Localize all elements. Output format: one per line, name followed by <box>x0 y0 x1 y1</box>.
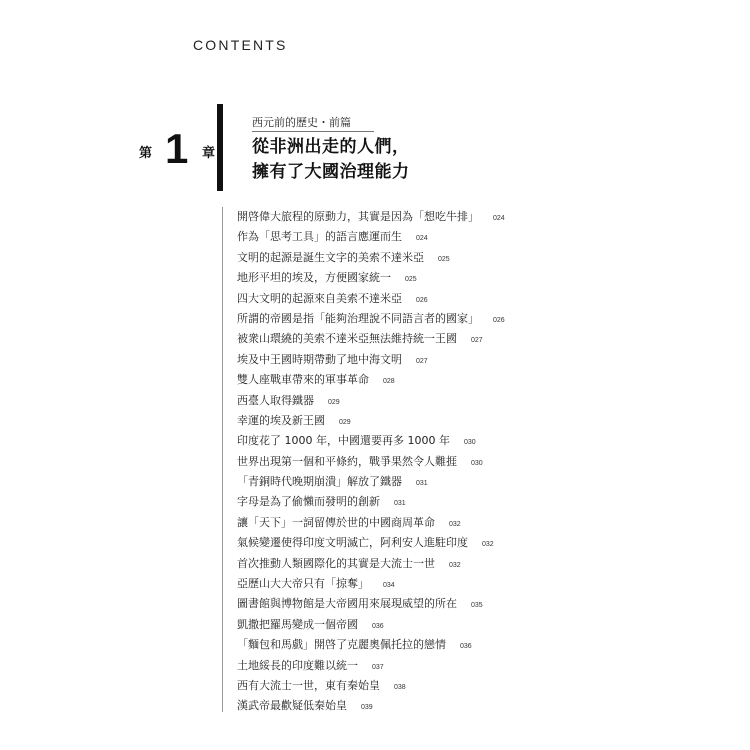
toc-entry[interactable] <box>237 492 505 512</box>
toc-entry-page: 037 <box>372 663 384 671</box>
toc-entry[interactable] <box>237 350 505 370</box>
toc-entry[interactable] <box>237 227 505 247</box>
toc-entry-title: 印度花了 1000 年，中國還要再多 1000 年 <box>237 434 450 448</box>
chapter-subtitle: 西元前的歷史・前篇 <box>252 116 351 129</box>
toc-vertical-rule <box>222 207 223 712</box>
toc-entry-page: 035 <box>471 602 483 610</box>
chapter-divider-bar <box>217 104 223 191</box>
toc-entry-title: 雙人座戰車帶來的軍事革命 <box>237 373 369 387</box>
toc-entry-title: 西有大流士一世，東有秦始皇 <box>237 678 380 692</box>
toc-entry-page: 030 <box>471 459 483 467</box>
toc-entry-page: 029 <box>328 398 340 406</box>
toc-entry-page: 024 <box>416 235 428 243</box>
toc-entry-page: 039 <box>361 704 373 712</box>
toc-entry-page: 030 <box>463 439 476 447</box>
toc-entry-title: 文明的起源是誕生文字的美索不達米亞 <box>237 250 424 264</box>
toc-entry[interactable] <box>237 533 505 553</box>
toc-entry-page: 031 <box>416 480 428 488</box>
toc-entry-page: 032 <box>482 541 494 549</box>
chapter-suffix: 章 <box>202 146 216 161</box>
toc-entry-title: 幸運的埃及新王國 <box>237 413 325 427</box>
toc-entry[interactable] <box>237 574 505 594</box>
toc-entry[interactable] <box>237 676 505 696</box>
toc-entry-page: 028 <box>383 378 395 386</box>
toc-entry[interactable] <box>237 248 505 268</box>
toc-entry[interactable] <box>237 268 505 288</box>
toc-entry-title: 世界出現第一個和平條約，戰爭果然令人難捱 <box>237 454 457 468</box>
toc-entry[interactable] <box>237 391 505 411</box>
toc-entry[interactable] <box>237 207 505 227</box>
contents-heading: CONTENTS <box>193 37 288 53</box>
toc-entry-title: 「麵包和馬戲」開啓了克麗奧佩托拉的戀情 <box>237 638 446 652</box>
toc-entry-page: 032 <box>449 561 461 569</box>
toc-entry-title: 圖書館與博物館是大帝國用來展現威望的所在 <box>237 597 457 611</box>
toc-entry[interactable] <box>237 554 505 574</box>
toc-entry-title: 讓「天下」一詞留傳於世的中國商周革命 <box>237 515 435 529</box>
toc-entry-title: 開啓偉大旅程的原動力，其實是因為「想吃牛排」 <box>237 210 479 223</box>
toc-entry-page: 024 <box>493 215 505 222</box>
toc-entry-title: 凱撒把羅馬變成一個帝國 <box>237 617 358 631</box>
toc-entry[interactable] <box>237 452 505 472</box>
toc-entry-page: 032 <box>449 520 461 528</box>
toc-list <box>237 207 505 717</box>
chapter-title-line-2: 擁有了大國治理能力 <box>252 162 410 182</box>
toc-entry[interactable] <box>237 615 505 635</box>
toc-entry-title: 氣候變遷使得印度文明滅亡，阿利安人進駐印度 <box>237 536 468 550</box>
toc-entry[interactable] <box>237 329 505 349</box>
toc-entry-title: 四大文明的起源來自美索不達米亞 <box>237 291 402 305</box>
toc-entry-title: 西臺人取得鐵器 <box>237 393 314 407</box>
toc-entry-page: 026 <box>416 296 428 304</box>
toc-entry[interactable] <box>237 370 505 390</box>
toc-entry[interactable] <box>237 411 505 431</box>
toc-entry[interactable] <box>237 289 505 309</box>
toc-entry-title: 「青銅時代晚期崩潰」解放了鐵器 <box>237 475 402 489</box>
toc-entry[interactable] <box>237 696 505 716</box>
toc-entry-title: 首次推動人類國際化的其實是大流士一世 <box>237 556 435 570</box>
toc-entry-title: 漢武帝最歡疑低秦始皇 <box>237 699 347 713</box>
toc-entry-page: 036 <box>372 622 384 630</box>
chapter-prefix: 第 <box>139 146 153 161</box>
toc-entry-page: 027 <box>471 337 483 345</box>
toc-entry[interactable] <box>237 431 505 451</box>
toc-entry[interactable] <box>237 656 505 676</box>
toc-entry-page: 038 <box>394 683 406 691</box>
toc-entry-page: 029 <box>339 418 351 426</box>
toc-entry-title: 亞歷山大大帝只有「掠奪」 <box>237 577 369 591</box>
chapter-title-line-1: 從非洲出走的人們， <box>252 137 410 157</box>
chapter-number: 1 <box>165 125 189 172</box>
toc-entry-title: 所謂的帝國是指「能夠治理說不同語言者的國家」 <box>237 311 479 325</box>
toc-entry-title: 地形平坦的埃及，方便國家統一 <box>237 271 391 285</box>
toc-entry-title: 作為「思考工具」的語言應運而生 <box>237 230 402 244</box>
toc-entry[interactable] <box>237 472 505 492</box>
toc-entry-page: 025 <box>405 276 417 284</box>
toc-entry-title: 土地綏長的印度難以統一 <box>237 658 358 672</box>
toc-entry-page: 026 <box>493 316 505 324</box>
toc-entry-page: 027 <box>416 357 428 365</box>
toc-entry-title: 字母是為了偷懶而發明的創新 <box>237 495 380 509</box>
toc-entry-page: 036 <box>460 643 472 651</box>
toc-entry[interactable] <box>237 513 505 533</box>
toc-entry-page: 034 <box>383 582 395 590</box>
subtitle-underline <box>252 131 374 132</box>
chapter-title <box>252 135 410 185</box>
toc-entry-title: 埃及中王國時期帶動了地中海文明 <box>237 352 402 366</box>
toc-entry-page: 025 <box>438 255 450 263</box>
toc-entry[interactable] <box>237 309 505 329</box>
toc-entry-page: 031 <box>394 500 406 508</box>
toc-entry-title: 被衆山環繞的美索不達米亞無法維持統一王國 <box>237 332 457 346</box>
toc-entry[interactable] <box>237 635 505 655</box>
toc-entry[interactable] <box>237 594 505 614</box>
